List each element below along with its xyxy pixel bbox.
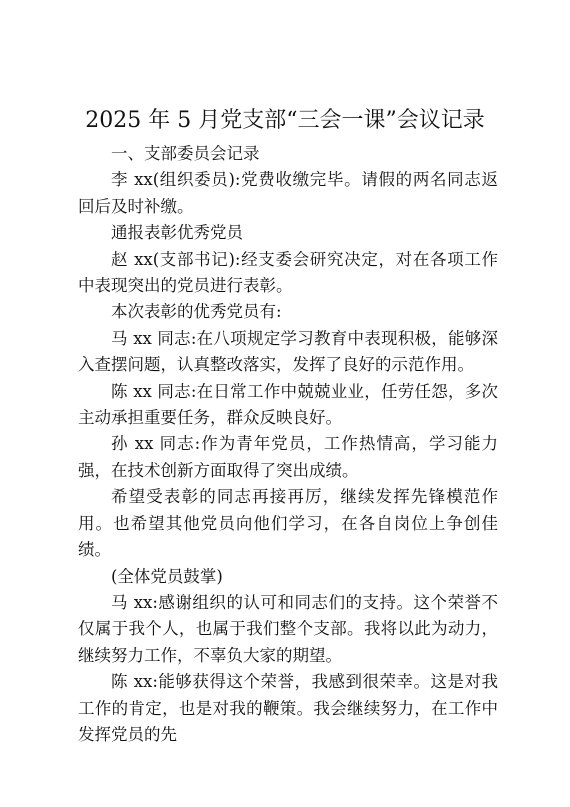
section-heading-committee-meeting: 一、支部委员会记录 [111,144,260,163]
paragraph-ma-speech: 马 xx:感谢组织的认可和同志们的支持。这个荣誉不仅属于我个人，也属于我们整个支部。我将以此为动力，继续努力工作，不辜负大家的期望。 [78,592,498,665]
document-title: 2025 年 5 月党支部“三会一课”会议记录 [85,108,485,133]
document-body [78,141,498,748]
paragraph-commended-chen: 陈 xx 同志:在日常工作中兢兢业业，任劳任怨，多次主动承担重要任务，群众反映良好。 [78,381,498,428]
paragraph-encouragement: 希望受表彰的同志再接再厉，继续发挥先锋模范作用。也希望其他党员向他们学习，在各自岗位上争创佳绩。 [78,487,498,560]
paragraph-dues-collection: 李 xx(组织委员):党费收缴完毕。请假的两名同志返回后及时补缴。 [78,170,498,216]
paragraph-secretary-decision: 赵 xx(支部书记):经支委会研究决定，对在各项工作中表现突出的党员进行表彰。 [78,249,498,296]
paragraph-applause: (全体党员鼓掌) [111,566,223,586]
paragraph-commendation-heading: 通报表彰优秀党员 [111,223,243,243]
paragraph-commended-sun: 孙 xx 同志:作为青年党员，工作热情高，学习能力强，在技术创新方面取得了突出成绩。 [78,434,498,480]
paragraph-commended-list-intro: 本次表彰的优秀党员有: [111,302,282,322]
paragraph-commended-ma: 马 xx 同志:在八项规定学习教育中表现积极，能够深入查摆问题，认真整改落实，发挥了良好的示范作用。 [78,328,498,375]
paragraph-chen-speech: 陈 xx:能够获得这个荣誉，我感到很荣幸。这是对我工作的肯定，也是对我的鞭策。我会继续努力，在工作中发挥党员的先 [78,672,498,744]
